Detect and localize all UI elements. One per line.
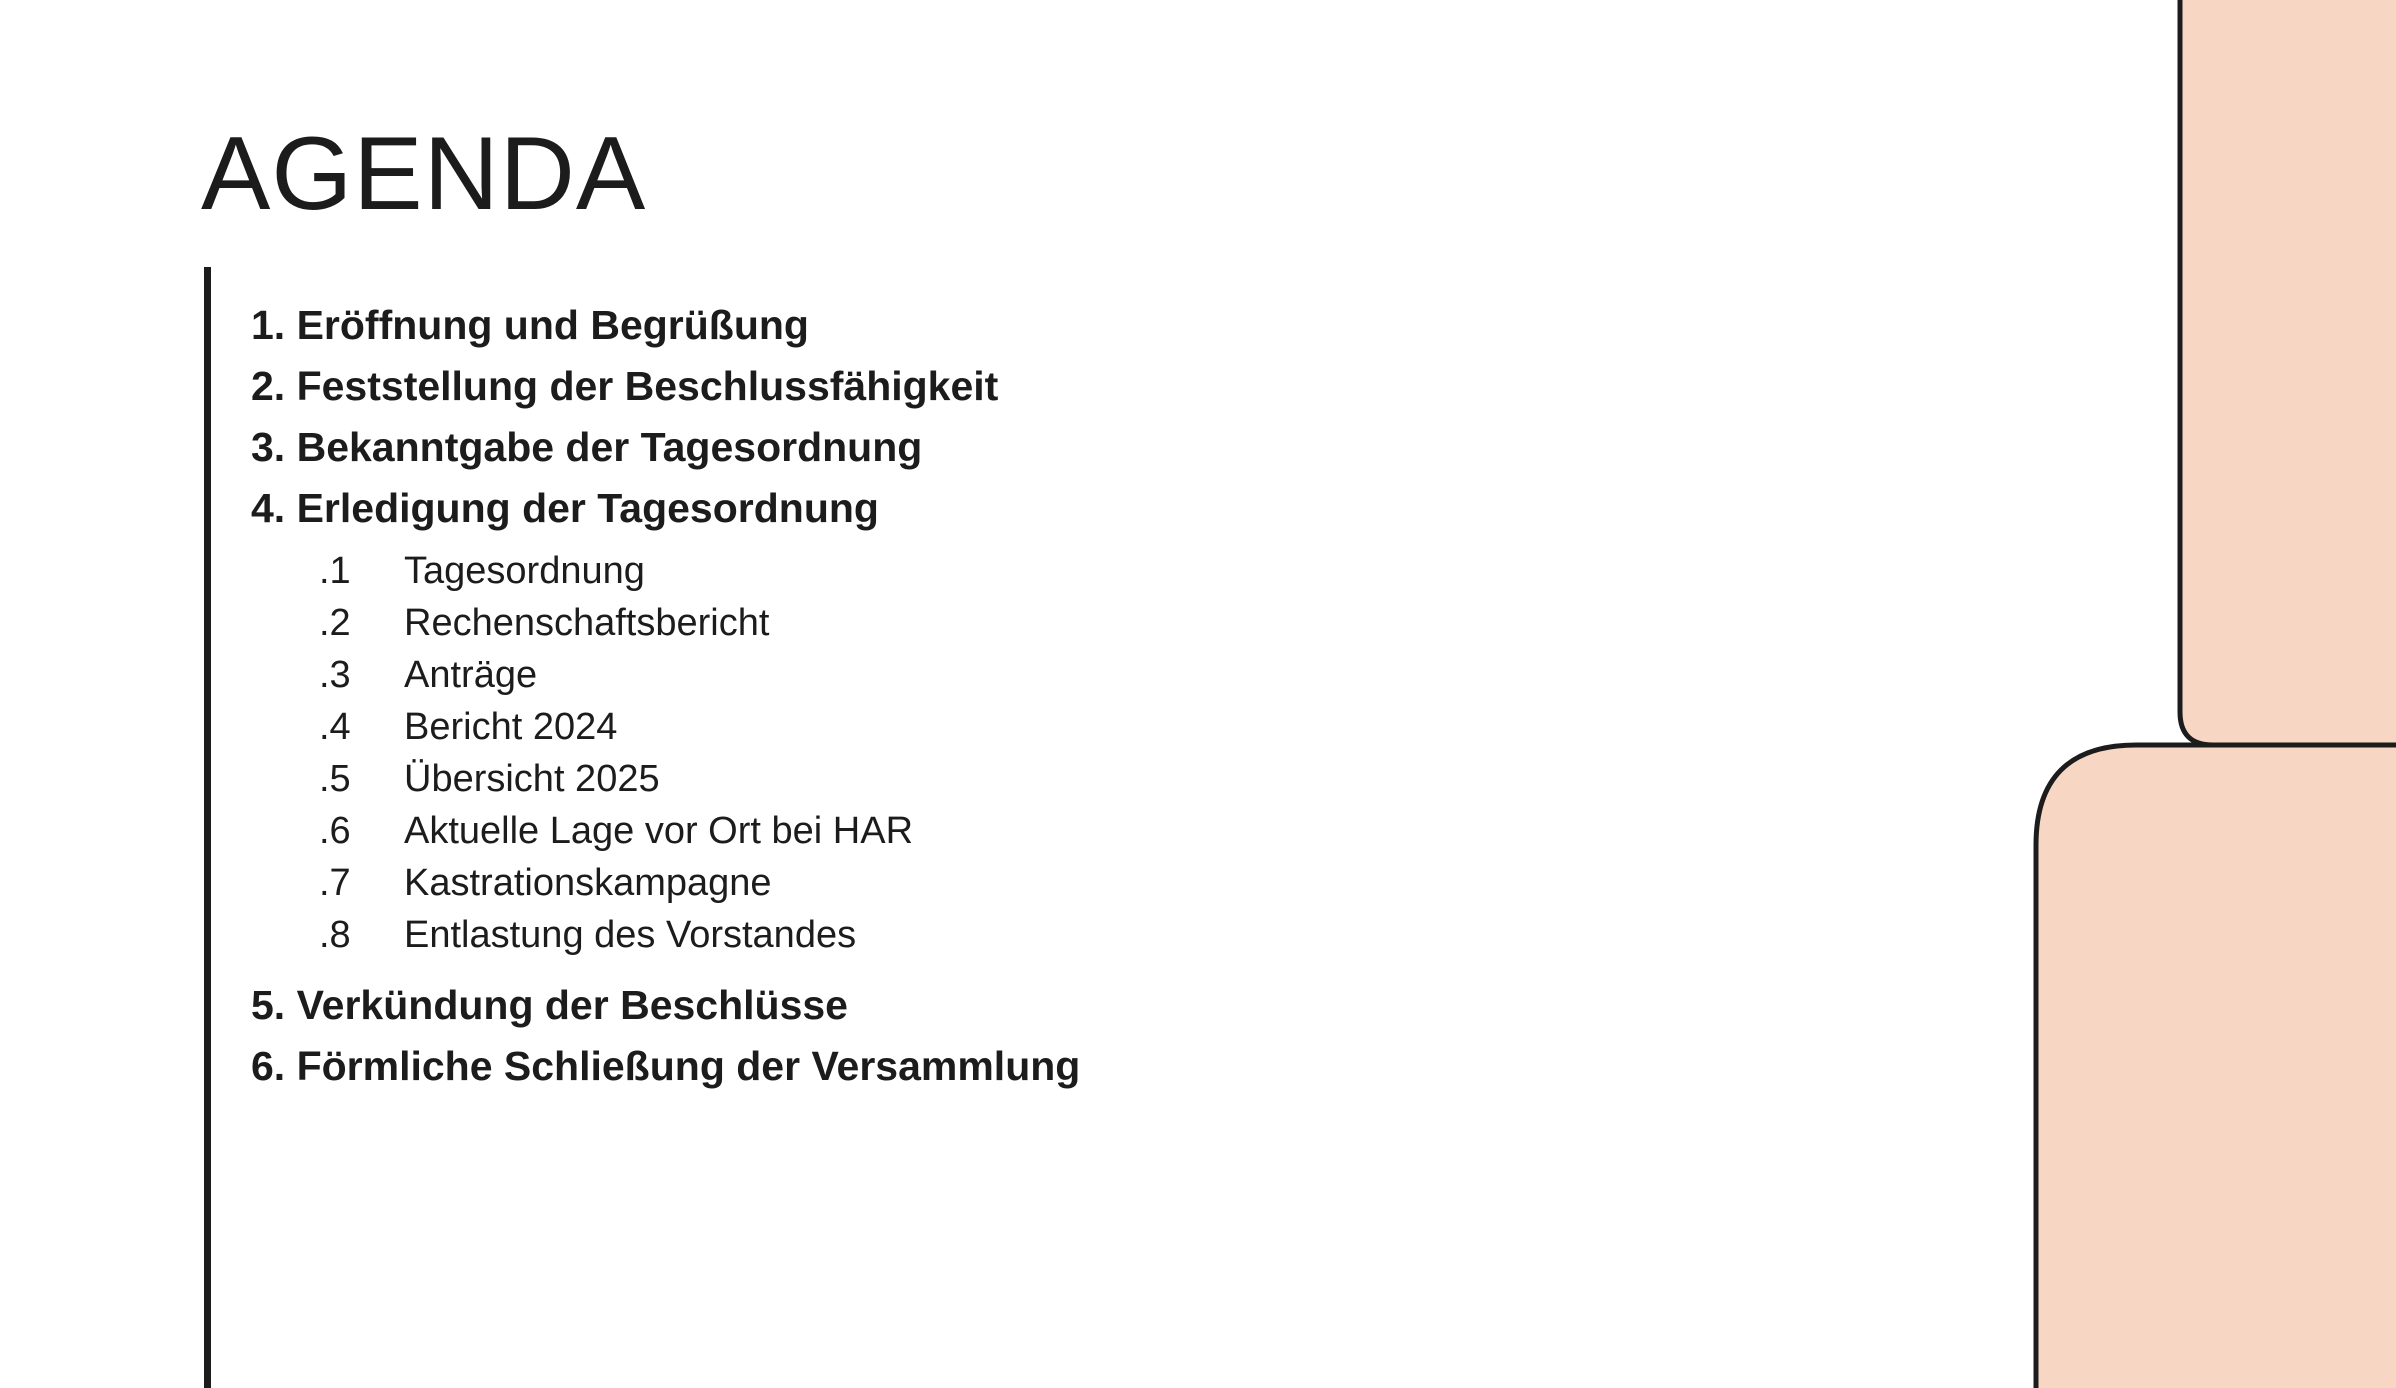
agenda-item-4: 4. Erledigung der Tagesordnung: [251, 485, 879, 531]
lower-decorative-shape: [2036, 745, 2396, 1388]
sub-item-4: [251, 701, 1851, 753]
agenda-item-2: 2. Feststellung der Beschlussfähigkeit: [251, 363, 999, 409]
sub-item-number: .3: [319, 654, 351, 696]
sub-item-label: Aktuelle Lage vor Ort bei HAR: [404, 810, 914, 852]
sub-item-8: [251, 909, 1851, 961]
sub-item-7: [251, 857, 1851, 909]
sub-item-label: Kastrationskampagne: [404, 862, 772, 904]
sub-item-number: .1: [319, 550, 351, 592]
sub-item-6: [251, 805, 1851, 857]
sub-item-number: .4: [319, 706, 351, 748]
sub-item-label: Bericht 2024: [404, 706, 618, 748]
agenda-item-3: 3. Bekanntgabe der Tagesordnung: [251, 424, 923, 470]
sub-item-number: .7: [319, 862, 351, 904]
sub-item-label: Anträge: [404, 654, 538, 696]
sub-item-number: .2: [319, 602, 351, 644]
sub-item-number: .8: [319, 914, 351, 956]
sub-item-label: Übersicht 2025: [404, 758, 660, 800]
sub-item-label: Tagesordnung: [404, 550, 645, 592]
sub-item-1: [251, 545, 1851, 597]
agenda-item-6: 6. Förmliche Schließung der Versammlung: [251, 1043, 1081, 1089]
sub-item-5: [251, 753, 1851, 805]
agenda-item-1: 1. Eröffnung und Begrüßung: [251, 302, 809, 348]
sub-item-number: .5: [319, 758, 351, 800]
sub-item-3: [251, 649, 1851, 701]
sub-item-label: Entlastung des Vorstandes: [404, 914, 857, 956]
sub-item-number: .6: [319, 810, 351, 852]
agenda-sub-list: [251, 545, 1851, 961]
agenda-list: [251, 295, 1851, 1097]
page-title: AGENDA: [201, 116, 647, 232]
sub-item-label: Rechenschaftsbericht: [404, 602, 770, 644]
vertical-accent-bar: [204, 267, 211, 1388]
agenda-item-5: 5. Verkündung der Beschlüsse: [251, 982, 848, 1028]
sub-item-2: [251, 597, 1851, 649]
upper-decorative-shape: [2180, 0, 2396, 745]
